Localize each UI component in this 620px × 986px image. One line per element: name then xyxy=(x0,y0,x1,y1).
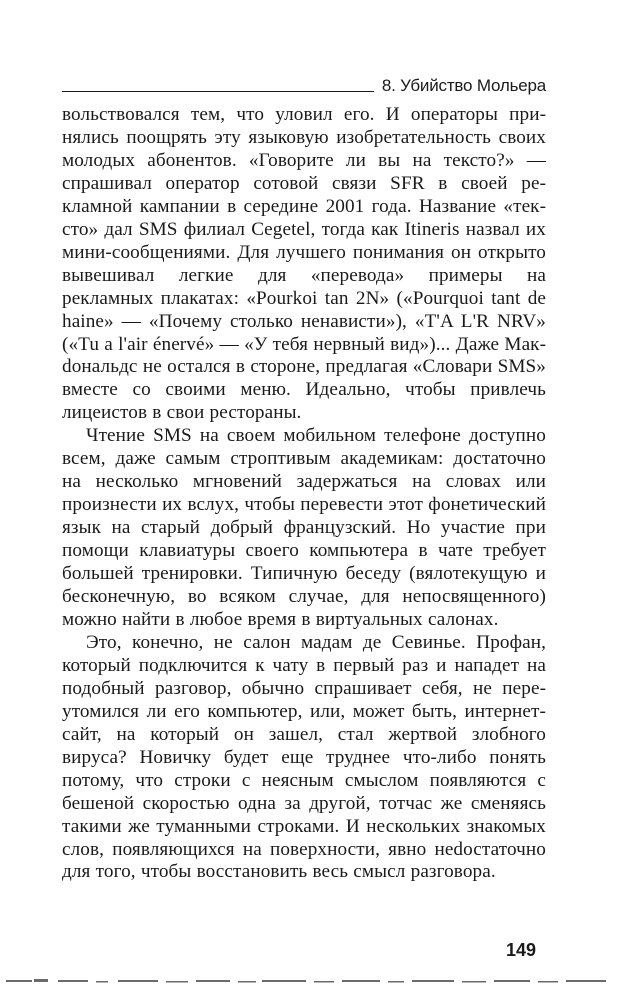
paragraph: вольствовался тем, что уловил его. И операторы принялись поощрять эту языковую изобретательность своих молодых абонентов. «Говорите ли вы на тексто?» — спрашивал оператор сотовой связи SFR в своей рекламной кампании в середине 2001 года. Название «тексто» дал SMS филиал Cegetel, тогда как Itineris назвал их мини-сообщениями. Для лучшего понимания он открыто вывешивал легкие для «перевода» примеры на рекламных плакатах: «Pourkoi tan 2N» («Pourquoi tant de haine» — «Почему столько ненависти»), «T'A L'R NRV» («Tu a l'air énervé» — «У тебя нервный вид»)... Даже Макdональдс не остался в стороне, предлагая «Словари SMS» вместе со своими меню. Идеально, чтобы привлечь лицеистов в свои рестораны. xyxy=(62,104,546,424)
chapter-title: 8. Убийство Мольера xyxy=(381,76,546,95)
page-number: 149 xyxy=(506,940,537,960)
paragraph: Чтение SMS на своем мобильном телефоне доступно всем, даже самым строптивым академикам: достаточно на несколько мгновений задержаться на словах или произнести их вслух, чтобы перевести этот фонетический язык на старый добрый французский. Но участие при помощи клавиатуры своего компьютера в чате требует большей тренировки. Типичную беседу (вялотекущую и бесконечную, во всяком случае, для непосвященного) можно найти в любое время в виртуальных салонах. xyxy=(62,425,546,630)
body-text xyxy=(62,104,546,884)
paragraph: Это, конечно, не салон мадам де Севинье. Профан, который подключится к чату в первый раз и нападет на подобный разговор, обычно спрашивает себя, не переутомился ли его компьютер, или, может быть, интернет-сайт, на который он зашел, стал жертвой злобного вируса? Новичку будет еще труднее что-либо понять потому, что строки с неясным смыслом появляются с бешеной скоростью одна за другой, тотчас же сменяясь такими же туманными строками. И нескольких знакомых слов, появляющихся на поверхности, явно неdостаточно для того, чтобы восстановить весь смысл разговора. xyxy=(62,631,546,883)
scan-edge-noise xyxy=(0,972,620,986)
header-rule xyxy=(62,91,374,92)
running-header xyxy=(62,74,546,96)
